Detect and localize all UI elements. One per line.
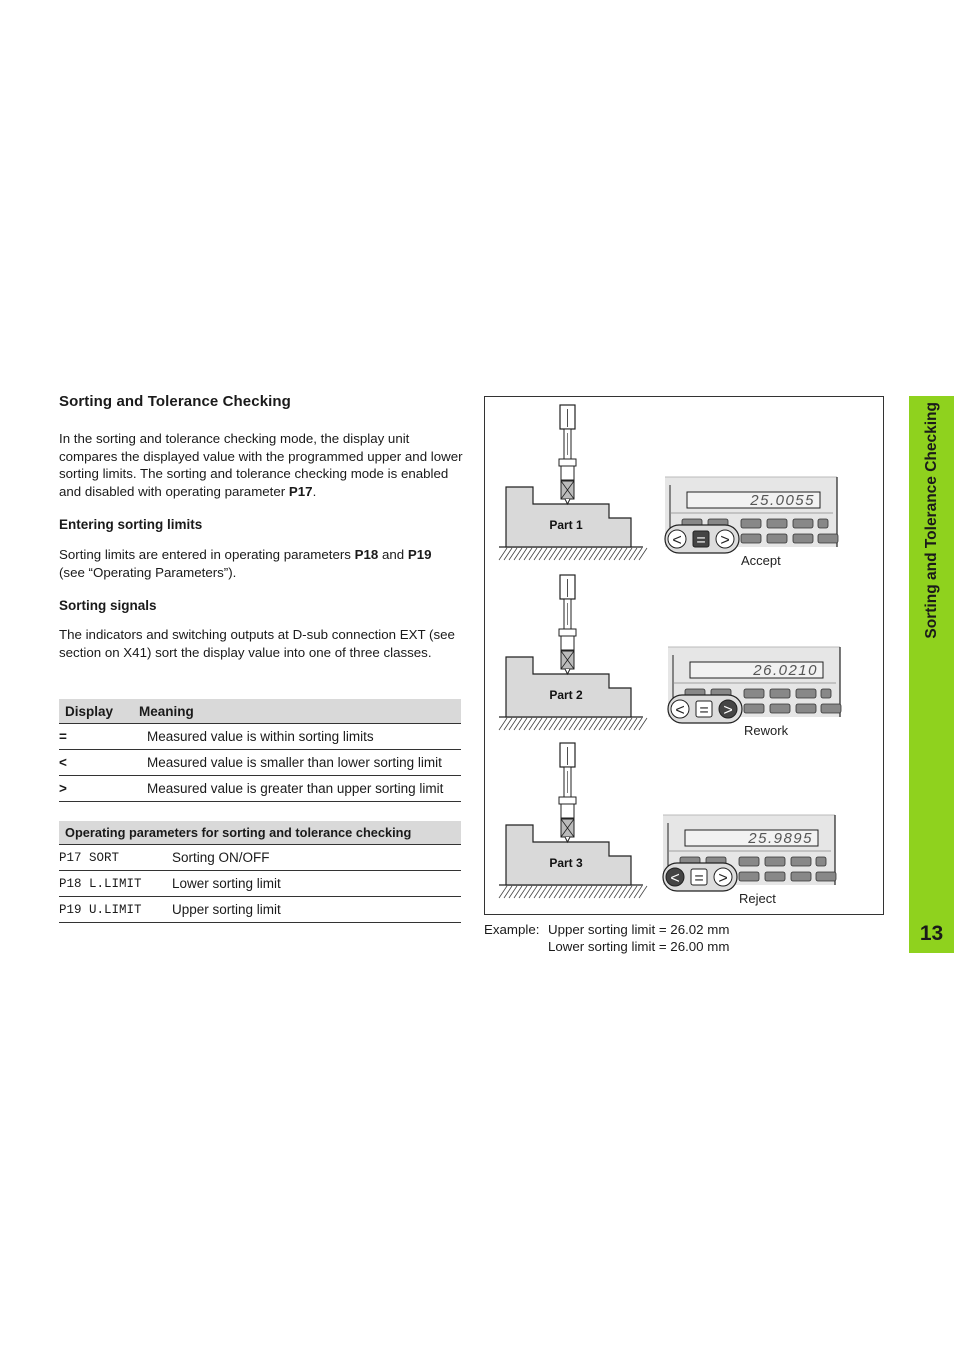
sort-status-label: Accept (741, 553, 781, 568)
table-row (59, 845, 461, 871)
display-symbol: = (59, 724, 133, 750)
display-value: 26.0210 (753, 662, 818, 679)
meaning-column-header: Meaning (133, 699, 461, 724)
display-unit (668, 647, 841, 738)
indicator-symbol: < (675, 702, 685, 719)
signals-paragraph: The indicators and switching outputs at D-sub connection EXT (see section on X41) sort the display value into one of three classes. (59, 627, 455, 660)
display-symbol: < (59, 750, 133, 776)
probe (559, 405, 576, 504)
section-title: Sorting and Tolerance Checking (59, 393, 291, 410)
param-table-header (59, 821, 461, 845)
keypad-key (765, 872, 785, 881)
keypad-key (793, 519, 813, 528)
chapter-number: 13 (919, 922, 944, 945)
entering-paragraph: Sorting limits are entered in operating parameters P18 and P19 (see “Operating Parameters”). (59, 547, 432, 580)
param-code: P17 SORT (59, 845, 172, 871)
entering-heading: Entering sorting limits (59, 517, 203, 532)
param-code: P19 U.LIMIT (59, 897, 172, 923)
param-desc: Sorting ON/OFF (172, 845, 461, 871)
caption-upper-limit: Upper sorting limit = 26.02 mm (548, 922, 730, 937)
keypad-key (816, 872, 836, 881)
indicator-symbol: > (718, 870, 728, 887)
indicator-symbol: < (670, 870, 680, 887)
keypad-key (796, 689, 816, 698)
keypad-key (739, 857, 759, 866)
caption-prefix: Example: (484, 922, 540, 937)
keypad-key (796, 704, 816, 713)
param-code: P18 L.LIMIT (59, 871, 172, 897)
ground-hatch (499, 547, 647, 560)
table-row (59, 897, 461, 923)
ground-hatch (499, 885, 647, 898)
display-table (59, 699, 461, 802)
display-value: 25.9895 (748, 830, 813, 847)
display-unit (663, 815, 836, 906)
indicator-symbol: = (699, 702, 709, 719)
param-desc: Lower sorting limit (172, 871, 461, 897)
keypad-key (818, 519, 828, 528)
indicator-symbol: < (672, 532, 682, 549)
sort-indicators (663, 863, 737, 891)
measurement-part-3 (499, 743, 836, 906)
signals-heading: Sorting signals (59, 598, 157, 613)
ground-hatch (499, 717, 647, 730)
intro-paragraph: In the sorting and tolerance checking mode, the display unit compares the displayed value with the programmed upper and lower sorting limits. The sorting and tolerance checking mode is enabled and disabled with operating parameter P17. (59, 431, 463, 499)
sort-indicators (665, 525, 739, 553)
intro-param: P17 (288, 483, 313, 499)
sorting-figure (484, 396, 884, 915)
keypad-key (791, 857, 811, 866)
indicator-symbol: > (720, 532, 730, 549)
keypad-key (767, 534, 787, 543)
probe (559, 575, 576, 674)
probe (559, 743, 576, 842)
sort-status-label: Rework (744, 723, 789, 738)
measurement-part-2 (499, 575, 841, 738)
keypad-key (791, 872, 811, 881)
table-row (59, 871, 461, 897)
table-row (59, 776, 461, 802)
part-label: Part 3 (549, 856, 583, 870)
keypad-key (744, 704, 764, 713)
keypad-key (765, 857, 785, 866)
chapter-tab-title: Sorting and Tolerance Checking (923, 402, 940, 639)
param-desc: Upper sorting limit (172, 897, 461, 923)
keypad-key (818, 534, 838, 543)
display-meaning: Measured value is smaller than lower sorting limit (133, 750, 461, 776)
keypad-key (739, 872, 759, 881)
caption-lower-limit: Lower sorting limit = 26.00 mm (548, 939, 730, 954)
part-label: Part 1 (549, 518, 583, 532)
keypad-key (793, 534, 813, 543)
keypad-key (767, 519, 787, 528)
display-table-header (59, 699, 461, 724)
display-value: 25.0055 (750, 492, 815, 509)
sorting-illustration (485, 397, 883, 914)
param-table-title: Operating parameters for sorting and tolerance checking (59, 821, 461, 845)
display-meaning: Measured value is greater than upper sorting limit (133, 776, 461, 802)
indicator-symbol: > (723, 702, 733, 719)
keypad-key (741, 519, 761, 528)
sort-indicators (668, 695, 742, 723)
keypad-key (816, 857, 826, 866)
param-table (59, 821, 461, 923)
display-symbol: > (59, 776, 133, 802)
display-unit (665, 477, 838, 568)
display-column-header: Display (59, 699, 133, 724)
keypad-key (821, 704, 841, 713)
keypad-key (744, 689, 764, 698)
table-row (59, 750, 461, 776)
keypad-key (770, 704, 790, 713)
part-label: Part 2 (549, 688, 583, 702)
display-meaning: Measured value is within sorting limits (133, 724, 461, 750)
keypad-key (821, 689, 831, 698)
table-row (59, 724, 461, 750)
indicator-symbol: = (696, 532, 706, 549)
indicator-symbol: = (694, 870, 704, 887)
measurement-part-1 (499, 405, 838, 568)
keypad-key (741, 534, 761, 543)
keypad-key (770, 689, 790, 698)
sort-status-label: Reject (739, 891, 776, 906)
